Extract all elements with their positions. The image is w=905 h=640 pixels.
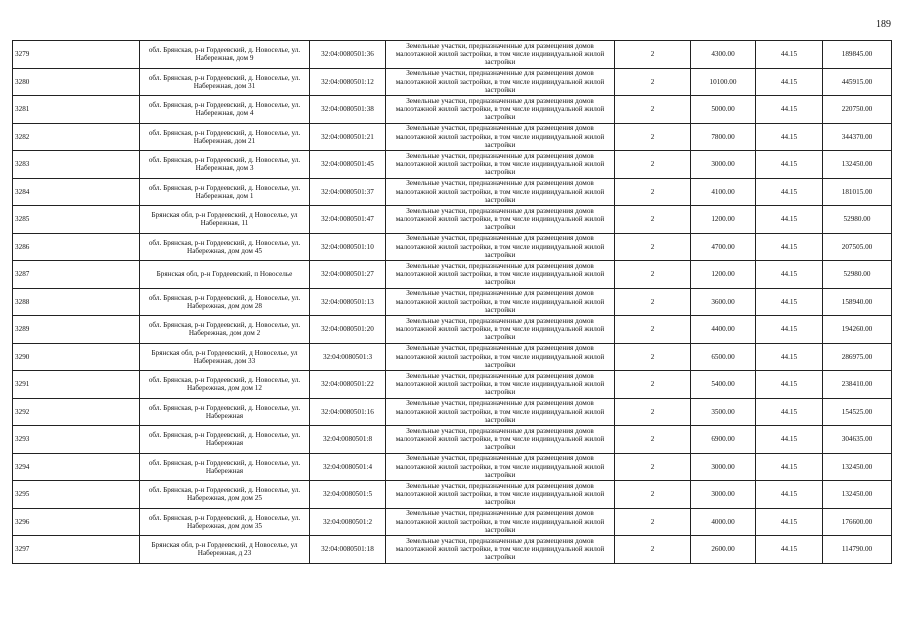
group-code-cell: 2: [615, 343, 691, 371]
permitted-use-cell: Земельные участки, предназначенные для размещения домов малоэтажной жилой застройки, в том числе индивидуальной жилой застройки: [386, 206, 615, 234]
table-row: [13, 508, 892, 536]
cadastral-number-cell: 32:04:0080501:3: [310, 343, 386, 371]
permitted-use-cell: Земельные участки, предназначенные для размещения домов малоэтажной жилой застройки, в том числе индивидуальной жилой застройки: [386, 288, 615, 316]
specific-value-cell: 44.15: [756, 41, 823, 69]
area-cell: 3600.00: [691, 288, 756, 316]
table-row: [13, 426, 892, 454]
cadastral-number-cell: 32:04:0080501:22: [310, 371, 386, 399]
cadastral-number-cell: 32:04:0080501:38: [310, 96, 386, 124]
permitted-use-cell: Земельные участки, предназначенные для размещения домов малоэтажной жилой застройки, в том числе индивидуальной жилой застройки: [386, 261, 615, 289]
group-code-cell: 2: [615, 178, 691, 206]
row-number-cell: 3284: [13, 178, 140, 206]
table-row: [13, 96, 892, 124]
group-code-cell: 2: [615, 261, 691, 289]
address-cell: обл. Брянская, р-н Гордеевский, д. Новоселье, ул. Набережная, дом 31: [140, 68, 310, 96]
row-number-cell: 3292: [13, 398, 140, 426]
area-cell: 5400.00: [691, 371, 756, 399]
area-cell: 6500.00: [691, 343, 756, 371]
row-number-cell: 3297: [13, 536, 140, 564]
group-code-cell: 2: [615, 316, 691, 344]
area-cell: 3000.00: [691, 481, 756, 509]
group-code-cell: 2: [615, 453, 691, 481]
cadastral-number-cell: 32:04:0080501:47: [310, 206, 386, 234]
specific-value-cell: 44.15: [756, 178, 823, 206]
cadastral-number-cell: 32:04:0080501:45: [310, 151, 386, 179]
group-code-cell: 2: [615, 371, 691, 399]
group-code-cell: 2: [615, 481, 691, 509]
specific-value-cell: 44.15: [756, 96, 823, 124]
area-cell: 4700.00: [691, 233, 756, 261]
group-code-cell: 2: [615, 68, 691, 96]
table-row: [13, 68, 892, 96]
permitted-use-cell: Земельные участки, предназначенные для размещения домов малоэтажной жилой застройки, в том числе индивидуальной жилой застройки: [386, 178, 615, 206]
address-cell: Брянская обл, р-н Гордеевский, д Новоселье, ул Набережная, 11: [140, 206, 310, 234]
group-code-cell: 2: [615, 41, 691, 69]
row-number-cell: 3291: [13, 371, 140, 399]
row-number-cell: 3294: [13, 453, 140, 481]
permitted-use-cell: Земельные участки, предназначенные для размещения домов малоэтажной жилой застройки, в том числе индивидуальной жилой застройки: [386, 316, 615, 344]
permitted-use-cell: Земельные участки, предназначенные для размещения домов малоэтажной жилой застройки, в том числе индивидуальной жилой застройки: [386, 481, 615, 509]
specific-value-cell: 44.15: [756, 426, 823, 454]
address-cell: обл. Брянская, р-н Гордеевский, д. Новоселье, ул. Набережная, дом дом 25: [140, 481, 310, 509]
table-body: [13, 41, 892, 564]
address-cell: обл. Брянская, р-н Гордеевский, д. Новоселье, ул. Набережная, дом дом 2: [140, 316, 310, 344]
cadastral-number-cell: 32:04:0080501:16: [310, 398, 386, 426]
cadastral-value-cell: 154525.00: [823, 398, 892, 426]
address-cell: обл. Брянская, р-н Гордеевский, д. Новоселье, ул. Набережная: [140, 453, 310, 481]
permitted-use-cell: Земельные участки, предназначенные для размещения домов малоэтажной жилой застройки, в том числе индивидуальной жилой застройки: [386, 96, 615, 124]
cadastral-value-cell: 194260.00: [823, 316, 892, 344]
row-number-cell: 3287: [13, 261, 140, 289]
cadastral-value-cell: 220750.00: [823, 96, 892, 124]
table-row: [13, 233, 892, 261]
cadastral-number-cell: 32:04:0080501:21: [310, 123, 386, 151]
address-cell: Брянская обл, р-н Гордеевский, д Новоселье, ул Набережная, дом 33: [140, 343, 310, 371]
address-cell: Брянская обл, р-н Гордеевский, п Новоселье: [140, 261, 310, 289]
specific-value-cell: 44.15: [756, 508, 823, 536]
address-cell: Брянская обл, р-н Гордеевский, д Новоселье, ул Набережная, д 23: [140, 536, 310, 564]
table-row: [13, 371, 892, 399]
area-cell: 1200.00: [691, 261, 756, 289]
area-cell: 3500.00: [691, 398, 756, 426]
specific-value-cell: 44.15: [756, 398, 823, 426]
row-number-cell: 3288: [13, 288, 140, 316]
address-cell: обл. Брянская, р-н Гордеевский, д. Новоселье, ул. Набережная, дом дом 45: [140, 233, 310, 261]
address-cell: обл. Брянская, р-н Гордеевский, д. Новоселье, ул. Набережная, дом 3: [140, 151, 310, 179]
area-cell: 7800.00: [691, 123, 756, 151]
cadastral-number-cell: 32:04:0080501:37: [310, 178, 386, 206]
row-number-cell: 3282: [13, 123, 140, 151]
permitted-use-cell: Земельные участки, предназначенные для размещения домов малоэтажной жилой застройки, в том числе индивидуальной жилой застройки: [386, 536, 615, 564]
page-number: 189: [876, 19, 891, 30]
permitted-use-cell: Земельные участки, предназначенные для размещения домов малоэтажной жилой застройки, в том числе индивидуальной жилой застройки: [386, 508, 615, 536]
group-code-cell: 2: [615, 288, 691, 316]
cadastral-value-cell: 52980.00: [823, 206, 892, 234]
cadastral-number-cell: 32:04:0080501:20: [310, 316, 386, 344]
permitted-use-cell: Земельные участки, предназначенные для размещения домов малоэтажной жилой застройки, в том числе индивидуальной жилой застройки: [386, 426, 615, 454]
row-number-cell: 3296: [13, 508, 140, 536]
group-code-cell: 2: [615, 206, 691, 234]
row-number-cell: 3295: [13, 481, 140, 509]
cadastral-value-cell: 158940.00: [823, 288, 892, 316]
permitted-use-cell: Земельные участки, предназначенные для размещения домов малоэтажной жилой застройки, в том числе индивидуальной жилой застройки: [386, 41, 615, 69]
cadastral-number-cell: 32:04:0080501:4: [310, 453, 386, 481]
permitted-use-cell: Земельные участки, предназначенные для размещения домов малоэтажной жилой застройки, в том числе индивидуальной жилой застройки: [386, 68, 615, 96]
cadastral-number-cell: 32:04:0080501:27: [310, 261, 386, 289]
group-code-cell: 2: [615, 151, 691, 179]
cadastral-value-cell: 132450.00: [823, 481, 892, 509]
address-cell: обл. Брянская, р-н Гордеевский, д. Новоселье, ул. Набережная: [140, 398, 310, 426]
specific-value-cell: 44.15: [756, 288, 823, 316]
row-number-cell: 3279: [13, 41, 140, 69]
land-registry-table: [12, 40, 892, 564]
row-number-cell: 3283: [13, 151, 140, 179]
specific-value-cell: 44.15: [756, 316, 823, 344]
specific-value-cell: 44.15: [756, 233, 823, 261]
address-cell: обл. Брянская, р-н Гордеевский, д. Новоселье, ул. Набережная: [140, 426, 310, 454]
group-code-cell: 2: [615, 96, 691, 124]
cadastral-value-cell: 176600.00: [823, 508, 892, 536]
row-number-cell: 3280: [13, 68, 140, 96]
specific-value-cell: 44.15: [756, 151, 823, 179]
table-row: [13, 536, 892, 564]
specific-value-cell: 44.15: [756, 343, 823, 371]
area-cell: 4000.00: [691, 508, 756, 536]
area-cell: 2600.00: [691, 536, 756, 564]
cadastral-value-cell: 189845.00: [823, 41, 892, 69]
specific-value-cell: 44.15: [756, 536, 823, 564]
group-code-cell: 2: [615, 508, 691, 536]
cadastral-number-cell: 32:04:0080501:8: [310, 426, 386, 454]
permitted-use-cell: Земельные участки, предназначенные для размещения домов малоэтажной жилой застройки, в том числе индивидуальной жилой застройки: [386, 233, 615, 261]
permitted-use-cell: Земельные участки, предназначенные для размещения домов малоэтажной жилой застройки, в том числе индивидуальной жилой застройки: [386, 371, 615, 399]
table-row: [13, 261, 892, 289]
table-row: [13, 481, 892, 509]
group-code-cell: 2: [615, 233, 691, 261]
address-cell: обл. Брянская, р-н Гордеевский, д. Новоселье, ул. Набережная, дом 1: [140, 178, 310, 206]
cadastral-value-cell: 114790.00: [823, 536, 892, 564]
cadastral-number-cell: 32:04:0080501:13: [310, 288, 386, 316]
cadastral-value-cell: 132450.00: [823, 453, 892, 481]
address-cell: обл. Брянская, р-н Гордеевский, д. Новоселье, ул. Набережная, дом 21: [140, 123, 310, 151]
table-row: [13, 206, 892, 234]
address-cell: обл. Брянская, р-н Гордеевский, д. Новоселье, ул. Набережная, дом 4: [140, 96, 310, 124]
address-cell: обл. Брянская, р-н Гордеевский, д. Новоселье, ул. Набережная, дом дом 28: [140, 288, 310, 316]
area-cell: 4300.00: [691, 41, 756, 69]
specific-value-cell: 44.15: [756, 481, 823, 509]
address-cell: обл. Брянская, р-н Гордеевский, д. Новоселье, ул. Набережная, дом дом 12: [140, 371, 310, 399]
table-row: [13, 343, 892, 371]
table-row: [13, 41, 892, 69]
cadastral-value-cell: 286975.00: [823, 343, 892, 371]
table-row: [13, 123, 892, 151]
row-number-cell: 3293: [13, 426, 140, 454]
cadastral-number-cell: 32:04:0080501:10: [310, 233, 386, 261]
cadastral-number-cell: 32:04:0080501:18: [310, 536, 386, 564]
group-code-cell: 2: [615, 123, 691, 151]
cadastral-number-cell: 32:04:0080501:2: [310, 508, 386, 536]
permitted-use-cell: Земельные участки, предназначенные для размещения домов малоэтажной жилой застройки, в том числе индивидуальной жилой застройки: [386, 123, 615, 151]
specific-value-cell: 44.15: [756, 371, 823, 399]
area-cell: 4400.00: [691, 316, 756, 344]
cadastral-value-cell: 344370.00: [823, 123, 892, 151]
specific-value-cell: 44.15: [756, 123, 823, 151]
cadastral-number-cell: 32:04:0080501:36: [310, 41, 386, 69]
area-cell: 5000.00: [691, 96, 756, 124]
cadastral-value-cell: 52980.00: [823, 261, 892, 289]
specific-value-cell: 44.15: [756, 68, 823, 96]
area-cell: 6900.00: [691, 426, 756, 454]
cadastral-number-cell: 32:04:0080501:12: [310, 68, 386, 96]
area-cell: 3000.00: [691, 453, 756, 481]
address-cell: обл. Брянская, р-н Гордеевский, д. Новоселье, ул. Набережная, дом 9: [140, 41, 310, 69]
table-row: [13, 316, 892, 344]
table-row: [13, 178, 892, 206]
group-code-cell: 2: [615, 536, 691, 564]
cadastral-value-cell: 238410.00: [823, 371, 892, 399]
permitted-use-cell: Земельные участки, предназначенные для размещения домов малоэтажной жилой застройки, в том числе индивидуальной жилой застройки: [386, 343, 615, 371]
permitted-use-cell: Земельные участки, предназначенные для размещения домов малоэтажной жилой застройки, в том числе индивидуальной жилой застройки: [386, 151, 615, 179]
table-row: [13, 288, 892, 316]
permitted-use-cell: Земельные участки, предназначенные для размещения домов малоэтажной жилой застройки, в том числе индивидуальной жилой застройки: [386, 398, 615, 426]
area-cell: 4100.00: [691, 178, 756, 206]
table-row: [13, 453, 892, 481]
address-cell: обл. Брянская, р-н Гордеевский, д. Новоселье, ул. Набережная, дом дом 35: [140, 508, 310, 536]
row-number-cell: 3289: [13, 316, 140, 344]
row-number-cell: 3286: [13, 233, 140, 261]
area-cell: 3000.00: [691, 151, 756, 179]
row-number-cell: 3290: [13, 343, 140, 371]
group-code-cell: 2: [615, 426, 691, 454]
specific-value-cell: 44.15: [756, 206, 823, 234]
table-row: [13, 398, 892, 426]
group-code-cell: 2: [615, 398, 691, 426]
cadastral-value-cell: 207505.00: [823, 233, 892, 261]
cadastral-value-cell: 445915.00: [823, 68, 892, 96]
specific-value-cell: 44.15: [756, 261, 823, 289]
specific-value-cell: 44.15: [756, 453, 823, 481]
cadastral-number-cell: 32:04:0080501:5: [310, 481, 386, 509]
row-number-cell: 3281: [13, 96, 140, 124]
area-cell: 10100.00: [691, 68, 756, 96]
row-number-cell: 3285: [13, 206, 140, 234]
permitted-use-cell: Земельные участки, предназначенные для размещения домов малоэтажной жилой застройки, в том числе индивидуальной жилой застройки: [386, 453, 615, 481]
area-cell: 1200.00: [691, 206, 756, 234]
cadastral-value-cell: 181015.00: [823, 178, 892, 206]
cadastral-value-cell: 132450.00: [823, 151, 892, 179]
cadastral-value-cell: 304635.00: [823, 426, 892, 454]
table-row: [13, 151, 892, 179]
